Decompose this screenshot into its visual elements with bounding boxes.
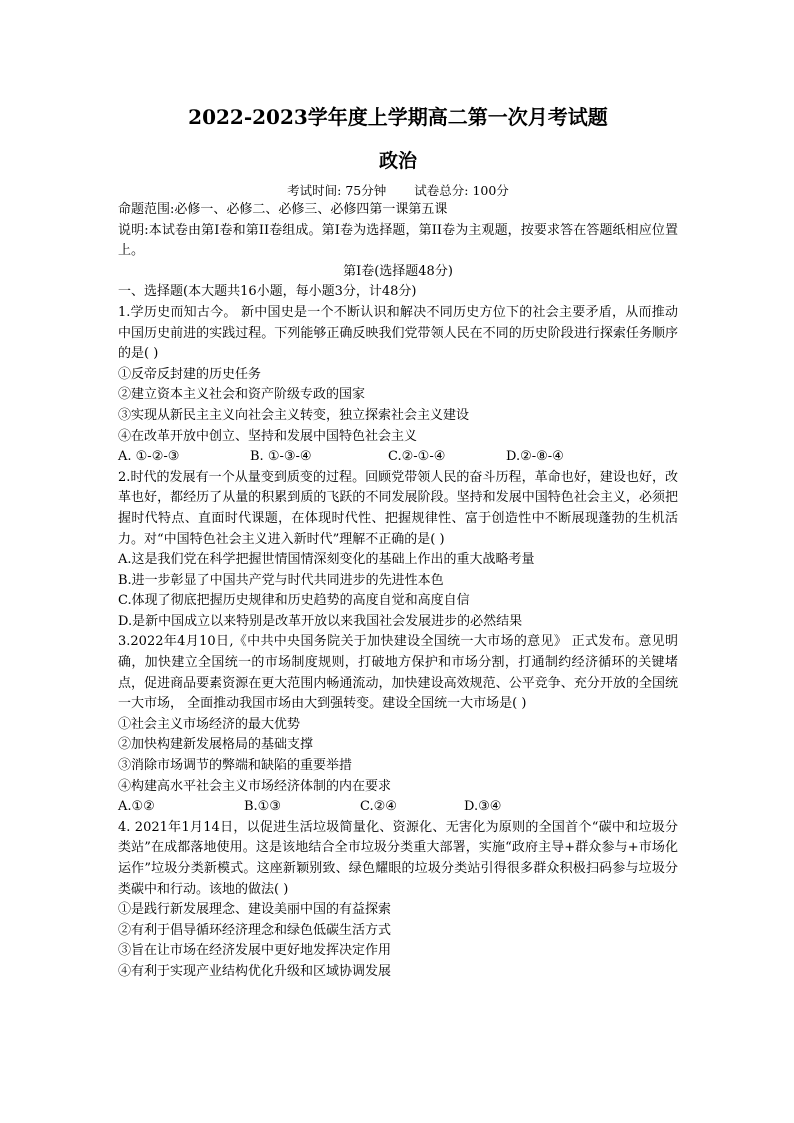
subject-title: 政治 (378, 150, 417, 172)
question-3-option-b: B.①③ (244, 799, 281, 815)
question-2-option: D.是新中国成立以来特别是改革开放以来我国社会发展进步的必然结果 (118, 613, 523, 629)
question-1-option-b: B. ①-③-④ (250, 449, 312, 465)
question-4-item: ④有利于实现产业结构优化升级和区域协调发展 (118, 963, 392, 979)
question-2-option: B.进一步彰显了中国共产党与时代共同进步的先进性本色 (118, 572, 444, 588)
question-1-stem: 1.学历史而知古今。 新中国史是一个不断认识和解决不同历史方位下的社会主要矛盾，从而推动中国历史前进的实践过程。下列能够正确反映我们党带领人民在不同的历史阶段进行探索任务顺序的是( ) (118, 304, 678, 362)
question-3-item: ②加快构建新发展格局的基础支撑 (118, 737, 314, 753)
question-1-option-d: D.②-⑧-④ (506, 449, 564, 465)
question-1-option-a: A. ①-②-③ (118, 449, 180, 465)
exam-instructions: 说明:本试卷由第Ⅰ卷和第II卷组成。第Ⅰ卷为选择题，第II卷为主观题，按要求答在答题纸相应位置上。 (118, 222, 678, 259)
question-4-item: ③旨在让市场在经济发展中更好地发挥决定作用 (118, 943, 392, 959)
question-2-option: C.体现了彻底把握历史规律和历史趋势的高度自觉和高度自信 (118, 593, 470, 609)
exam-time: 考试时间: 75分钟 (287, 183, 387, 198)
exam-page (118, 98, 678, 983)
question-2-option: A.这是我们党在科学把握世情国情深刻变化的基础上作出的重大战略考量 (118, 552, 535, 568)
exam-title: 2022-2023学年度上学期高二第一次月考试题 (188, 105, 608, 129)
part1-heading: 第Ⅰ卷(选择题48分) (343, 263, 453, 279)
question-1-option-c: C.②-①-④ (388, 449, 446, 465)
question-3-item: ①社会主义市场经济的最大优势 (118, 716, 301, 732)
question-3-options (118, 797, 678, 818)
exam-meta (118, 182, 678, 200)
total-score: 试卷总分: 100分 (414, 183, 509, 198)
question-3-stem: 3.2022年4月10日,《中共中央国务院关于加快建设全国统一大市场的意见》 正式发布。意见明确，加快建立全国统一的市场制度规则，打破地方保护和市场分割，打通制约经济循环的关键堵点，促进商品要素资源在更大范围内畅通流动，加快建设高效规范、公平竞争、充分开放的全国统一大市场， 全面推动我国市场由大到强转变。建设全国统一大市场是( ) (118, 634, 678, 712)
question-3-option-a: A.①② (118, 799, 155, 815)
question-1-item: ①反帝反封建的历史任务 (118, 366, 262, 382)
question-1-item: ④在改革开放中创立、坚持和发展中国特色社会主义 (118, 428, 418, 444)
question-2-stem: 2.时代的发展有一个从量变到质变的过程。回顾党带领人民的奋斗历程，革命也好，建设也好，改革也好，都经历了从量的积累到质的飞跃的不同发展阶段。坚持和发展中国特色社会主义，必须把握时代特点、直面时代课题，在体现时代性、把握规律性、富于创造性中不断展现蓬勃的生机活力。对“中国特色社会主义进入新时代”理解不正确的是( ) (118, 469, 678, 547)
question-1-item: ③实现从新民主主义向社会主义转变，独立探索社会主义建设 (118, 407, 470, 423)
question-3-option-d: D.③④ (464, 799, 502, 815)
question-4-item: ②有利于倡导循环经济理念和绿色低碳生活方式 (118, 922, 392, 938)
question-3-item: ④构建高水平社会主义市场经济体制的内在要求 (118, 778, 392, 794)
question-1-options (118, 447, 678, 468)
question-4-item: ①是践行新发展理念、建设美丽中国的有益探索 (118, 902, 392, 918)
question-1-item: ②建立资本主义社会和资产阶级专政的国家 (118, 387, 366, 403)
question-3-item: ③消除市场调节的弊端和缺陷的重要举措 (118, 758, 353, 774)
question-4-stem: 4. 2021年1月14日，以促进生活垃圾简量化、资源化、无害化为原则的全国首个“碳中和垃圾分类站”在成都落地使用。这是该地结合全市垃圾分类重大部署，实施“政府主导+群众参与+市场化运作”垃圾分类新模式。这座新颖别致、绿色耀眼的垃圾分类站引得很多群众积极扫码参与垃圾分类碳中和行动。该地的做法( ) (118, 819, 678, 897)
question-3-option-c: C.②④ (360, 799, 397, 815)
section-heading: 一、选择题(本大题共16小题，每小题3分，计48分) (118, 284, 417, 300)
exam-scope: 命题范围:必修一、必修二、必修三、必修四第一课第五课 (118, 202, 448, 217)
